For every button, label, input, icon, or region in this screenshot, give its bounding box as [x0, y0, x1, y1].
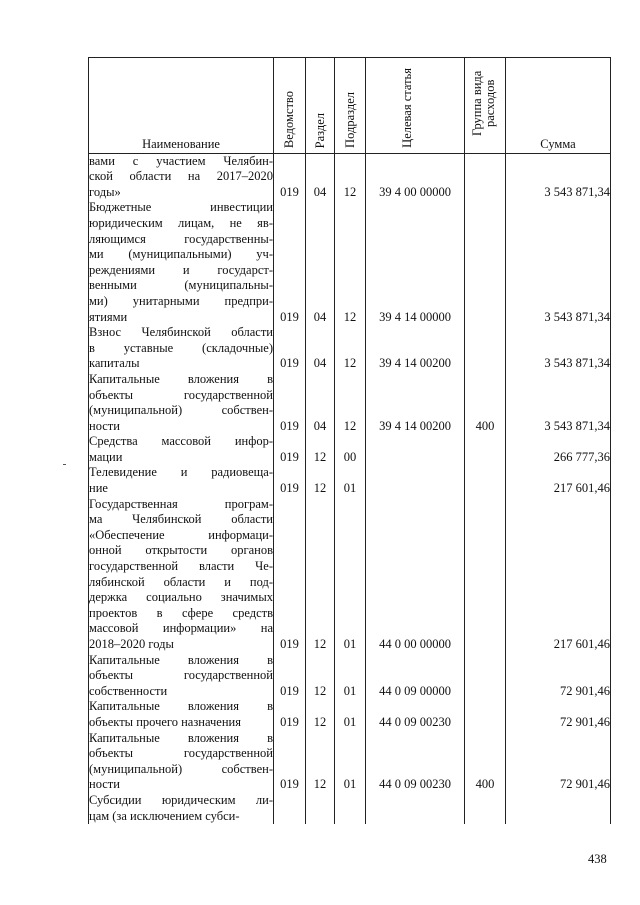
row-name-line: Телевидение и радиовеща- [89, 465, 273, 480]
page-number: 438 [588, 852, 607, 866]
row-group [465, 793, 506, 824]
row-name-line: Взнос Челябинской области [89, 325, 273, 340]
row-subsection: 01 [335, 699, 366, 730]
row-name-line: «Обеспечение информаци- [89, 527, 273, 542]
row-name-line: государственной власти Че- [89, 559, 273, 574]
table-row [89, 200, 611, 325]
row-article: 39 4 14 00000 [366, 200, 465, 325]
header-target-article: Целевая статья [366, 58, 465, 154]
header-expense-group: Группа вида расходов [465, 58, 506, 154]
row-subsection: 12 [335, 200, 366, 325]
row-group [465, 434, 506, 465]
row-name [89, 153, 274, 200]
row-name [89, 465, 274, 496]
row-department: 019 [274, 497, 306, 653]
row-amount: 3 543 871,34 [506, 200, 611, 325]
row-name [89, 372, 274, 434]
row-name-line: ской области на 2017–2020 [89, 169, 273, 184]
row-amount: 217 601,46 [506, 465, 611, 496]
row-name-line: реждениями и государст- [89, 262, 273, 277]
table-row [89, 731, 611, 793]
row-subsection: 01 [335, 465, 366, 496]
row-name-line: юридическим лицам, не яв- [89, 215, 273, 230]
row-name-line: собственности [89, 683, 168, 698]
row-name-line: ляющимся государственны- [89, 231, 273, 246]
row-name-line: (муниципальной) собствен- [89, 761, 273, 776]
header-name: Наименование [89, 58, 274, 154]
row-name [89, 653, 274, 700]
row-group: 400 [465, 372, 506, 434]
row-department: 019 [274, 200, 306, 325]
row-name-line: Субсидии юридическим ли- [89, 792, 273, 807]
row-name-line: Капитальные вложения в [89, 371, 273, 386]
row-name [89, 497, 274, 653]
row-department: 019 [274, 465, 306, 496]
row-name-line: (муниципальной) собствен- [89, 403, 273, 418]
row-subsection [335, 793, 366, 824]
row-name-line: Капитальные вложения в [89, 652, 273, 667]
row-article: 44 0 09 00000 [366, 653, 465, 700]
row-group [465, 699, 506, 730]
row-subsection: 01 [335, 653, 366, 700]
row-name-line: Капитальные вложения в [89, 730, 273, 745]
row-section: 12 [306, 731, 335, 793]
row-section: 04 [306, 372, 335, 434]
row-name-line: 2018–2020 годы [89, 637, 174, 651]
row-department: 019 [274, 153, 306, 200]
row-department: 019 [274, 699, 306, 730]
row-name [89, 325, 274, 372]
row-subsection: 12 [335, 325, 366, 372]
row-name [89, 699, 274, 730]
row-article: 44 0 09 00230 [366, 731, 465, 793]
row-name-line: Государственная програм- [89, 496, 273, 511]
row-amount: 3 543 871,34 [506, 325, 611, 372]
row-section: 04 [306, 200, 335, 325]
row-name-line: ние [89, 481, 108, 496]
table-row [89, 465, 611, 496]
row-name-line: ности [89, 777, 120, 792]
table-header-row [89, 58, 611, 154]
row-article: 39 4 14 00200 [366, 325, 465, 372]
row-section: 04 [306, 325, 335, 372]
row-name-line: ма Челябинской области [89, 512, 273, 527]
row-name-line: капиталы [89, 356, 140, 371]
row-section: 12 [306, 653, 335, 700]
row-article: 44 0 09 00230 [366, 699, 465, 730]
header-department: Ведомство [274, 58, 306, 154]
row-name-line: вами с участием Челябин- [89, 153, 273, 168]
row-group [465, 653, 506, 700]
table-row [89, 372, 611, 434]
row-name-line: ми) унитарными предпри- [89, 293, 273, 308]
row-article: 39 4 00 00000 [366, 153, 465, 200]
row-name-line: онной открытости органов [89, 543, 273, 558]
row-section: 12 [306, 434, 335, 465]
row-name-line: цам (за исключением субси- [89, 808, 240, 823]
row-subsection: 01 [335, 731, 366, 793]
row-amount: 72 901,46 [506, 731, 611, 793]
row-name-line: в уставные (складочные) [89, 340, 273, 355]
row-group [465, 465, 506, 496]
header-amount: Сумма [506, 58, 611, 154]
row-article [366, 465, 465, 496]
row-group [465, 153, 506, 200]
row-amount: 3 543 871,34 [506, 372, 611, 434]
header-subsection: Подраздел [335, 58, 366, 154]
row-name-line: венными (муниципальны- [89, 278, 273, 293]
row-department: 019 [274, 372, 306, 434]
row-name-line: держка социально значимых [89, 590, 273, 605]
row-section: 12 [306, 497, 335, 653]
row-article: 44 0 00 00000 [366, 497, 465, 653]
row-section [306, 793, 335, 824]
row-department: 019 [274, 434, 306, 465]
row-name-line: Капитальные вложения в [89, 699, 273, 714]
row-article [366, 434, 465, 465]
row-group [465, 325, 506, 372]
header-section: Раздел [306, 58, 335, 154]
row-group [465, 497, 506, 653]
row-subsection: 01 [335, 497, 366, 653]
row-department: 019 [274, 653, 306, 700]
row-name-line: объекты государственной [89, 668, 273, 683]
row-section: 12 [306, 699, 335, 730]
row-amount: 217 601,46 [506, 497, 611, 653]
row-name-line: Средства массовой инфор- [89, 434, 273, 449]
row-department: 019 [274, 325, 306, 372]
row-name-line: мации [89, 449, 123, 464]
row-subsection: 12 [335, 153, 366, 200]
table-row [89, 434, 611, 465]
row-department: 019 [274, 731, 306, 793]
row-amount: 72 901,46 [506, 699, 611, 730]
row-amount: 3 543 871,34 [506, 153, 611, 200]
row-amount: 72 901,46 [506, 653, 611, 700]
table-row [89, 699, 611, 730]
row-department [274, 793, 306, 824]
row-section: 04 [306, 153, 335, 200]
row-name-line: лябинской области и под- [89, 574, 273, 589]
row-name-line: объекты прочего назначения [89, 714, 241, 729]
row-name-line: годы» [89, 184, 121, 199]
row-name-line: массовой информации» на [89, 621, 273, 636]
row-amount: 266 777,36 [506, 434, 611, 465]
table-row [89, 153, 611, 200]
row-name [89, 793, 274, 824]
row-name-line: объекты государственной [89, 387, 273, 402]
row-article: 39 4 14 00200 [366, 372, 465, 434]
table-row [89, 497, 611, 653]
row-name [89, 200, 274, 325]
table-row [89, 325, 611, 372]
row-name [89, 731, 274, 793]
row-name-line: объекты государственной [89, 746, 273, 761]
table-row [89, 793, 611, 824]
row-group [465, 200, 506, 325]
row-section: 12 [306, 465, 335, 496]
row-name-line: Бюджетные инвестиции [89, 200, 273, 215]
row-name-line: проектов в сфере средств [89, 605, 273, 620]
row-name [89, 434, 274, 465]
budget-table [88, 57, 611, 824]
row-name-line: ятиями [89, 309, 128, 324]
table-row [89, 653, 611, 700]
row-name-line: ности [89, 418, 120, 433]
scan-speck [63, 464, 66, 465]
row-amount [506, 793, 611, 824]
row-subsection: 00 [335, 434, 366, 465]
row-group: 400 [465, 731, 506, 793]
row-name-line: ми (муниципальными) уч- [89, 247, 273, 262]
row-subsection: 12 [335, 372, 366, 434]
row-article [366, 793, 465, 824]
